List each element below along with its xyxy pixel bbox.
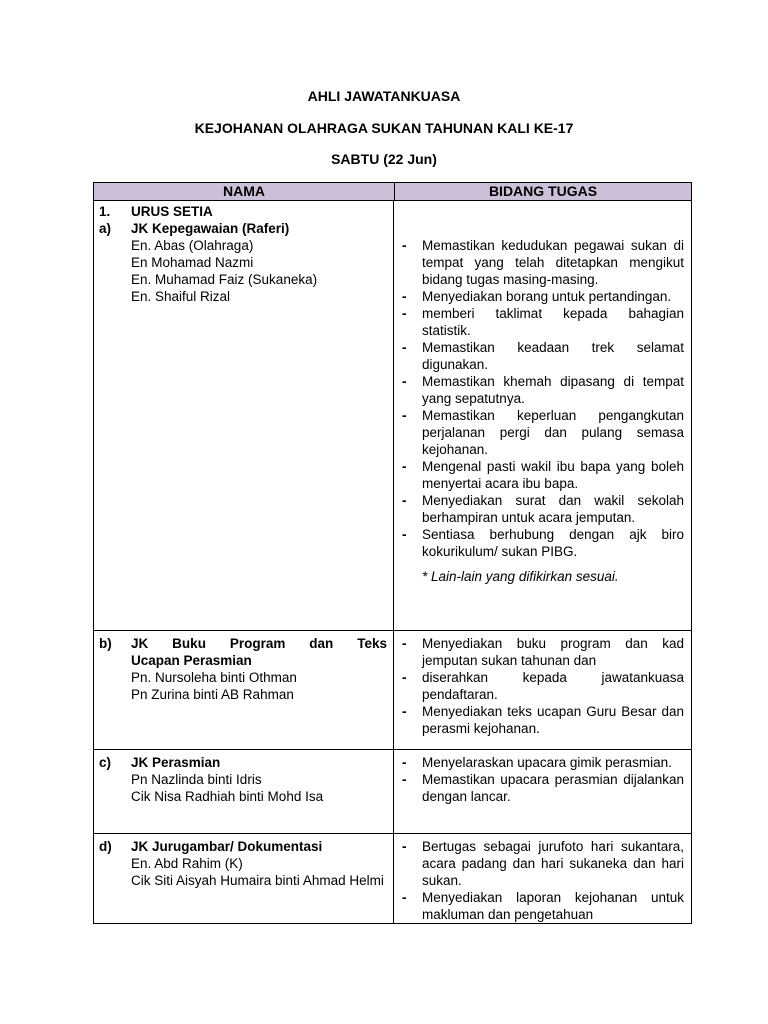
- committee-table: [93, 182, 692, 924]
- committee-heading: [99, 635, 387, 652]
- duty-item: - Memastikan khemah dipasang di tempat yang sepatutnya.: [402, 374, 684, 406]
- member-name: Pn Nazlinda binti Idris: [131, 772, 262, 787]
- committee-title: JK Kepegawaian (Raferi): [131, 221, 290, 236]
- duty-item: - Memastikan keperluan pengangkutan perjalanan pergi dan pulang semasa kejohanan.: [402, 408, 684, 457]
- event-title: KEJOHANAN OLAHRAGA SUKAN TAHUNAN KALI KE-17: [194, 120, 574, 136]
- committee-title: JK Buku Program dan Teks: [131, 636, 387, 651]
- header-nama: NAMA: [94, 183, 395, 200]
- duty-item: - Menyediakan buku program dan kad jemputan sukan tahunan dan: [402, 636, 684, 668]
- table-row: [94, 631, 691, 750]
- section-heading: [99, 203, 387, 220]
- table-row: [94, 750, 691, 834]
- member-name: En. Abd Rahim (K): [131, 856, 243, 871]
- duty-item: - Menyediakan surat dan wakil sekolah berhampiran untuk acara jemputan.: [402, 493, 684, 525]
- duty-item: - Menyediakan teks ucapan Guru Besar dan perasmi kejohanan.: [402, 704, 684, 736]
- duty-item: - Menyelaraskan upacara gimik perasmian.: [402, 755, 672, 770]
- duty-item: - Sentiasa berhubung dengan ajk biro kokurikulum/ sukan PIBG.: [402, 527, 684, 559]
- committee-heading: [99, 220, 387, 237]
- committee-letter: b): [99, 636, 112, 651]
- member-name: En Mohamad Nazmi: [131, 255, 254, 270]
- duty-item: - Memastikan keadaan trek selamat digunakan.: [402, 340, 684, 372]
- duty-item: - Memastikan kedudukan pegawai sukan di tempat yang telah ditetapkan mengikut bidang tugas masing-masing.: [402, 238, 684, 287]
- duty-item: - Memastikan upacara perasmian dijalankan dengan lancar.: [402, 772, 684, 804]
- nama-cell: [94, 631, 394, 749]
- table-header: [94, 183, 691, 201]
- committee-heading: [99, 754, 387, 771]
- committee-heading: [99, 838, 387, 855]
- member-name: Cik Nisa Radhiah binti Mohd Isa: [131, 789, 324, 804]
- nama-cell: [94, 834, 394, 923]
- nama-cell: [94, 201, 394, 630]
- committee-title-cont: Ucapan Perasmian: [131, 653, 252, 668]
- event-date: SABTU (22 Jun): [331, 151, 437, 167]
- table-row: [94, 201, 691, 631]
- duty-item: - Menyediakan laporan kejohanan untuk makluman dan pengetahuan: [402, 890, 684, 922]
- section-title: URUS SETIA: [131, 204, 213, 219]
- duty-item: - memberi taklimat kepada bahagian statistik.: [402, 306, 684, 338]
- member-name: En. Muhamad Faiz (Sukaneka): [131, 272, 318, 287]
- committee-letter: a): [99, 221, 112, 236]
- member-name: Pn Zurina binti AB Rahman: [131, 687, 294, 702]
- duty-item: - Menyediakan borang untuk pertandingan.: [402, 289, 672, 304]
- member-name: En. Abas (Olahraga): [131, 238, 254, 253]
- note-text: * Lain-lain yang difikirkan sesuai.: [422, 569, 619, 584]
- member-name: Pn. Nursoleha binti Othman: [131, 670, 297, 685]
- member-name: Cik Siti Aisyah Humaira binti Ahmad Helmi: [131, 873, 384, 888]
- member-name: En. Shaiful Rizal: [131, 289, 231, 304]
- committee-letter: c): [99, 755, 112, 770]
- table-row: [94, 834, 691, 923]
- duty-item: - diserahkan kepada jawatankuasa pendaftaran.: [402, 670, 684, 702]
- header-bidang-tugas: BIDANG TUGAS: [488, 183, 598, 199]
- tugas-cell: [394, 750, 691, 833]
- tugas-cell: [394, 834, 691, 923]
- tugas-cell: [394, 201, 691, 630]
- duty-item: - Bertugas sebagai jurufoto hari sukantara, acara padang dan hari sukaneka dan hari sukan.: [402, 839, 684, 888]
- section-number: 1.: [99, 204, 111, 219]
- tugas-cell: [394, 631, 691, 749]
- nama-cell: [94, 750, 394, 833]
- committee-letter: d): [99, 839, 112, 854]
- document-title: AHLI JAWATANKUASA: [307, 88, 461, 104]
- committee-title: JK Perasmian: [131, 755, 221, 770]
- committee-title: JK Jurugambar/ Dokumentasi: [131, 839, 323, 854]
- duty-item: - Mengenal pasti wakil ibu bapa yang boleh menyertai acara ibu bapa.: [402, 459, 684, 491]
